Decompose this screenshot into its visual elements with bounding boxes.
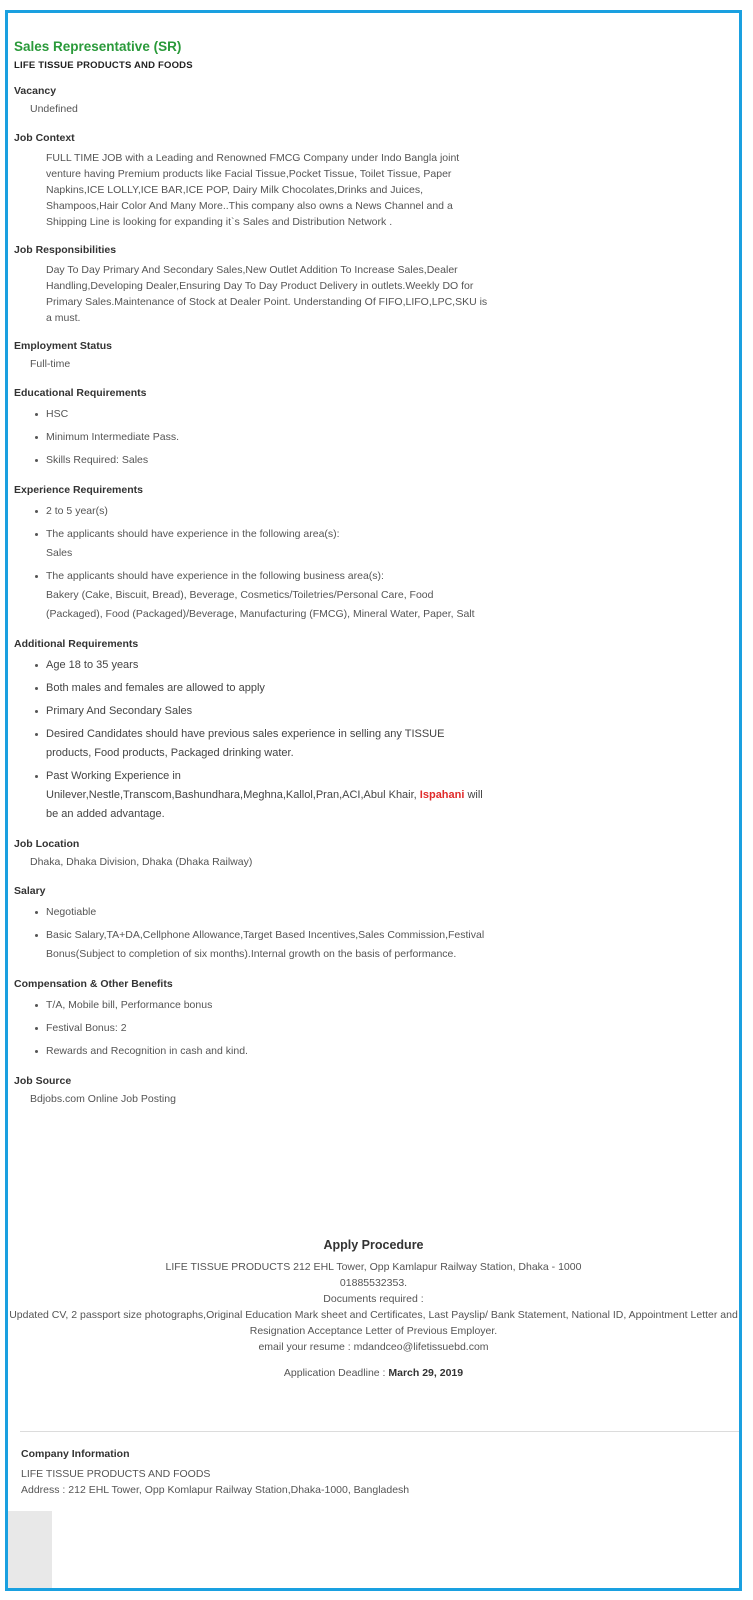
job-responsibilities-heading: Job Responsibilities [14, 244, 117, 256]
page-frame [5, 10, 742, 1591]
experience-area-value: Sales [46, 547, 73, 559]
apply-email: email your resume : mdandceo@lifetissuebd.com [258, 1341, 489, 1353]
advantage-text: will be an added advantage. [46, 789, 483, 820]
additional-requirements-list [14, 656, 734, 824]
job-source-heading: Job Source [14, 1075, 72, 1087]
list-item: T/A, Mobile bill, Performance bonus [46, 996, 491, 1015]
experience-area-label: The applicants should have experience in the following area(s): [46, 528, 340, 540]
job-title: Sales Representative (SR) [14, 39, 182, 54]
additional-requirements-heading: Additional Requirements [14, 638, 139, 650]
list-item [46, 767, 491, 824]
past-experience-text: Past Working Experience in Unilever,Nestle,Transcom,Bashundhara,Meghna,Kallol,Pran,ACI,Abul Khair, [46, 770, 417, 801]
compensation-list [14, 996, 734, 1061]
company-information [21, 1446, 409, 1498]
job-source-value: Bdjobs.com Online Job Posting [30, 1093, 176, 1105]
list-item: Primary And Secondary Sales [46, 702, 491, 721]
experience-requirements-list [14, 502, 734, 624]
company-info-name: LIFE TISSUE PRODUCTS AND FOODS [21, 1468, 211, 1480]
deadline-label: Application Deadline : [283, 1367, 389, 1379]
company-info-address: Address : 212 EHL Tower, Opp Komlapur Railway Station,Dhaka-1000, Bangladesh [21, 1484, 410, 1496]
list-item: Minimum Intermediate Pass. [46, 428, 491, 447]
job-details [14, 39, 734, 1122]
employment-status-heading: Employment Status [14, 340, 113, 352]
list-item: Skills Required: Sales [46, 451, 491, 470]
salary-list [14, 903, 734, 964]
list-item: Rewards and Recognition in cash and kind. [46, 1042, 491, 1061]
list-item: Festival Bonus: 2 [46, 1019, 491, 1038]
salary-heading: Salary [14, 885, 46, 897]
list-item [46, 567, 491, 624]
apply-address: LIFE TISSUE PRODUCTS 212 EHL Tower, Opp Kamlapur Railway Station, Dhaka - 1000 [165, 1261, 582, 1273]
apply-procedure [8, 1237, 739, 1381]
employment-status-value: Full-time [30, 358, 71, 370]
educational-requirements-heading: Educational Requirements [14, 387, 147, 399]
business-area-value: Bakery (Cake, Biscuit, Bread), Beverage, Cosmetics/Toiletries/Personal Care, Food (Packaged), Food (Packaged)/Beverage, Manufacturing (FMCG), Mineral Water, Paper, Salt [46, 589, 475, 620]
experience-requirements-heading: Experience Requirements [14, 484, 143, 496]
application-deadline [8, 1365, 739, 1381]
list-item: Age 18 to 35 years [46, 656, 491, 675]
list-item: Desired Candidates should have previous sales experience in selling any TISSUE products, Food products, Packaged drinking water. [46, 725, 491, 763]
job-location-heading: Job Location [14, 838, 80, 850]
job-responsibilities-text: Day To Day Primary And Secondary Sales,New Outlet Addition To Increase Sales,Dealer Handling,Developing Dealer,Ensuring Day To Day Product Delivery in outlets.Weekly DO for Primary Sales.Maintenance of Stock at Dealer Point. Understanding Of FIFO,LIFO,LPC,SKU is a must. [46, 264, 488, 324]
educational-requirements-list [14, 405, 734, 470]
business-area-label: The applicants should have experience in the following business area(s): [46, 570, 384, 582]
job-location-value: Dhaka, Dhaka Division, Dhaka (Dhaka Railway) [30, 856, 253, 868]
apply-phone: 01885532353. [339, 1277, 408, 1289]
list-item: 2 to 5 year(s) [46, 502, 491, 521]
list-item: HSC [46, 405, 491, 424]
list-item: Negotiable [46, 903, 491, 922]
apply-documents-list: Updated CV, 2 passport size photographs,Original Education Mark sheet and Certificates, Last Payslip/ Bank Statement, National ID, Appointment Letter and Resignation Acceptance Letter of Previous Employer. [9, 1309, 738, 1337]
job-context-text: FULL TIME JOB with a Leading and Renowned FMCG Company under Indo Bangla joint venture having Premium products like Facial Tissue,Pocket Tissue, Toilet Tissue, Paper Napkins,ICE LOLLY,ICE BAR,ICE POP, Dairy Milk Chocolates,Drinks and Juices, Shampoos,Hair Color And Many More..This company also owns a News Channel and a Shipping Line is looking for expanding it`s Sales and Distribution Network . [46, 152, 460, 228]
section-divider [20, 1431, 740, 1432]
apply-procedure-heading: Apply Procedure [323, 1238, 424, 1252]
list-item: Both males and females are allowed to apply [46, 679, 491, 698]
corner-placeholder [8, 1511, 52, 1591]
compensation-heading: Compensation & Other Benefits [14, 978, 173, 990]
apply-documents-label: Documents required : [323, 1293, 424, 1305]
deadline-date: March 29, 2019 [388, 1367, 464, 1379]
highlighted-company: Ispahani [419, 789, 465, 801]
vacancy-heading: Vacancy [14, 85, 57, 97]
job-context-heading: Job Context [14, 132, 75, 144]
list-item: Basic Salary,TA+DA,Cellphone Allowance,Target Based Incentives,Sales Commission,Festival Bonus(Subject to completion of six months).Internal growth on the basis of performance. [46, 926, 491, 964]
company-info-heading: Company Information [21, 1448, 130, 1460]
list-item [46, 525, 491, 563]
vacancy-value: Undefined [30, 103, 78, 115]
company-name: LIFE TISSUE PRODUCTS AND FOODS [14, 60, 193, 71]
